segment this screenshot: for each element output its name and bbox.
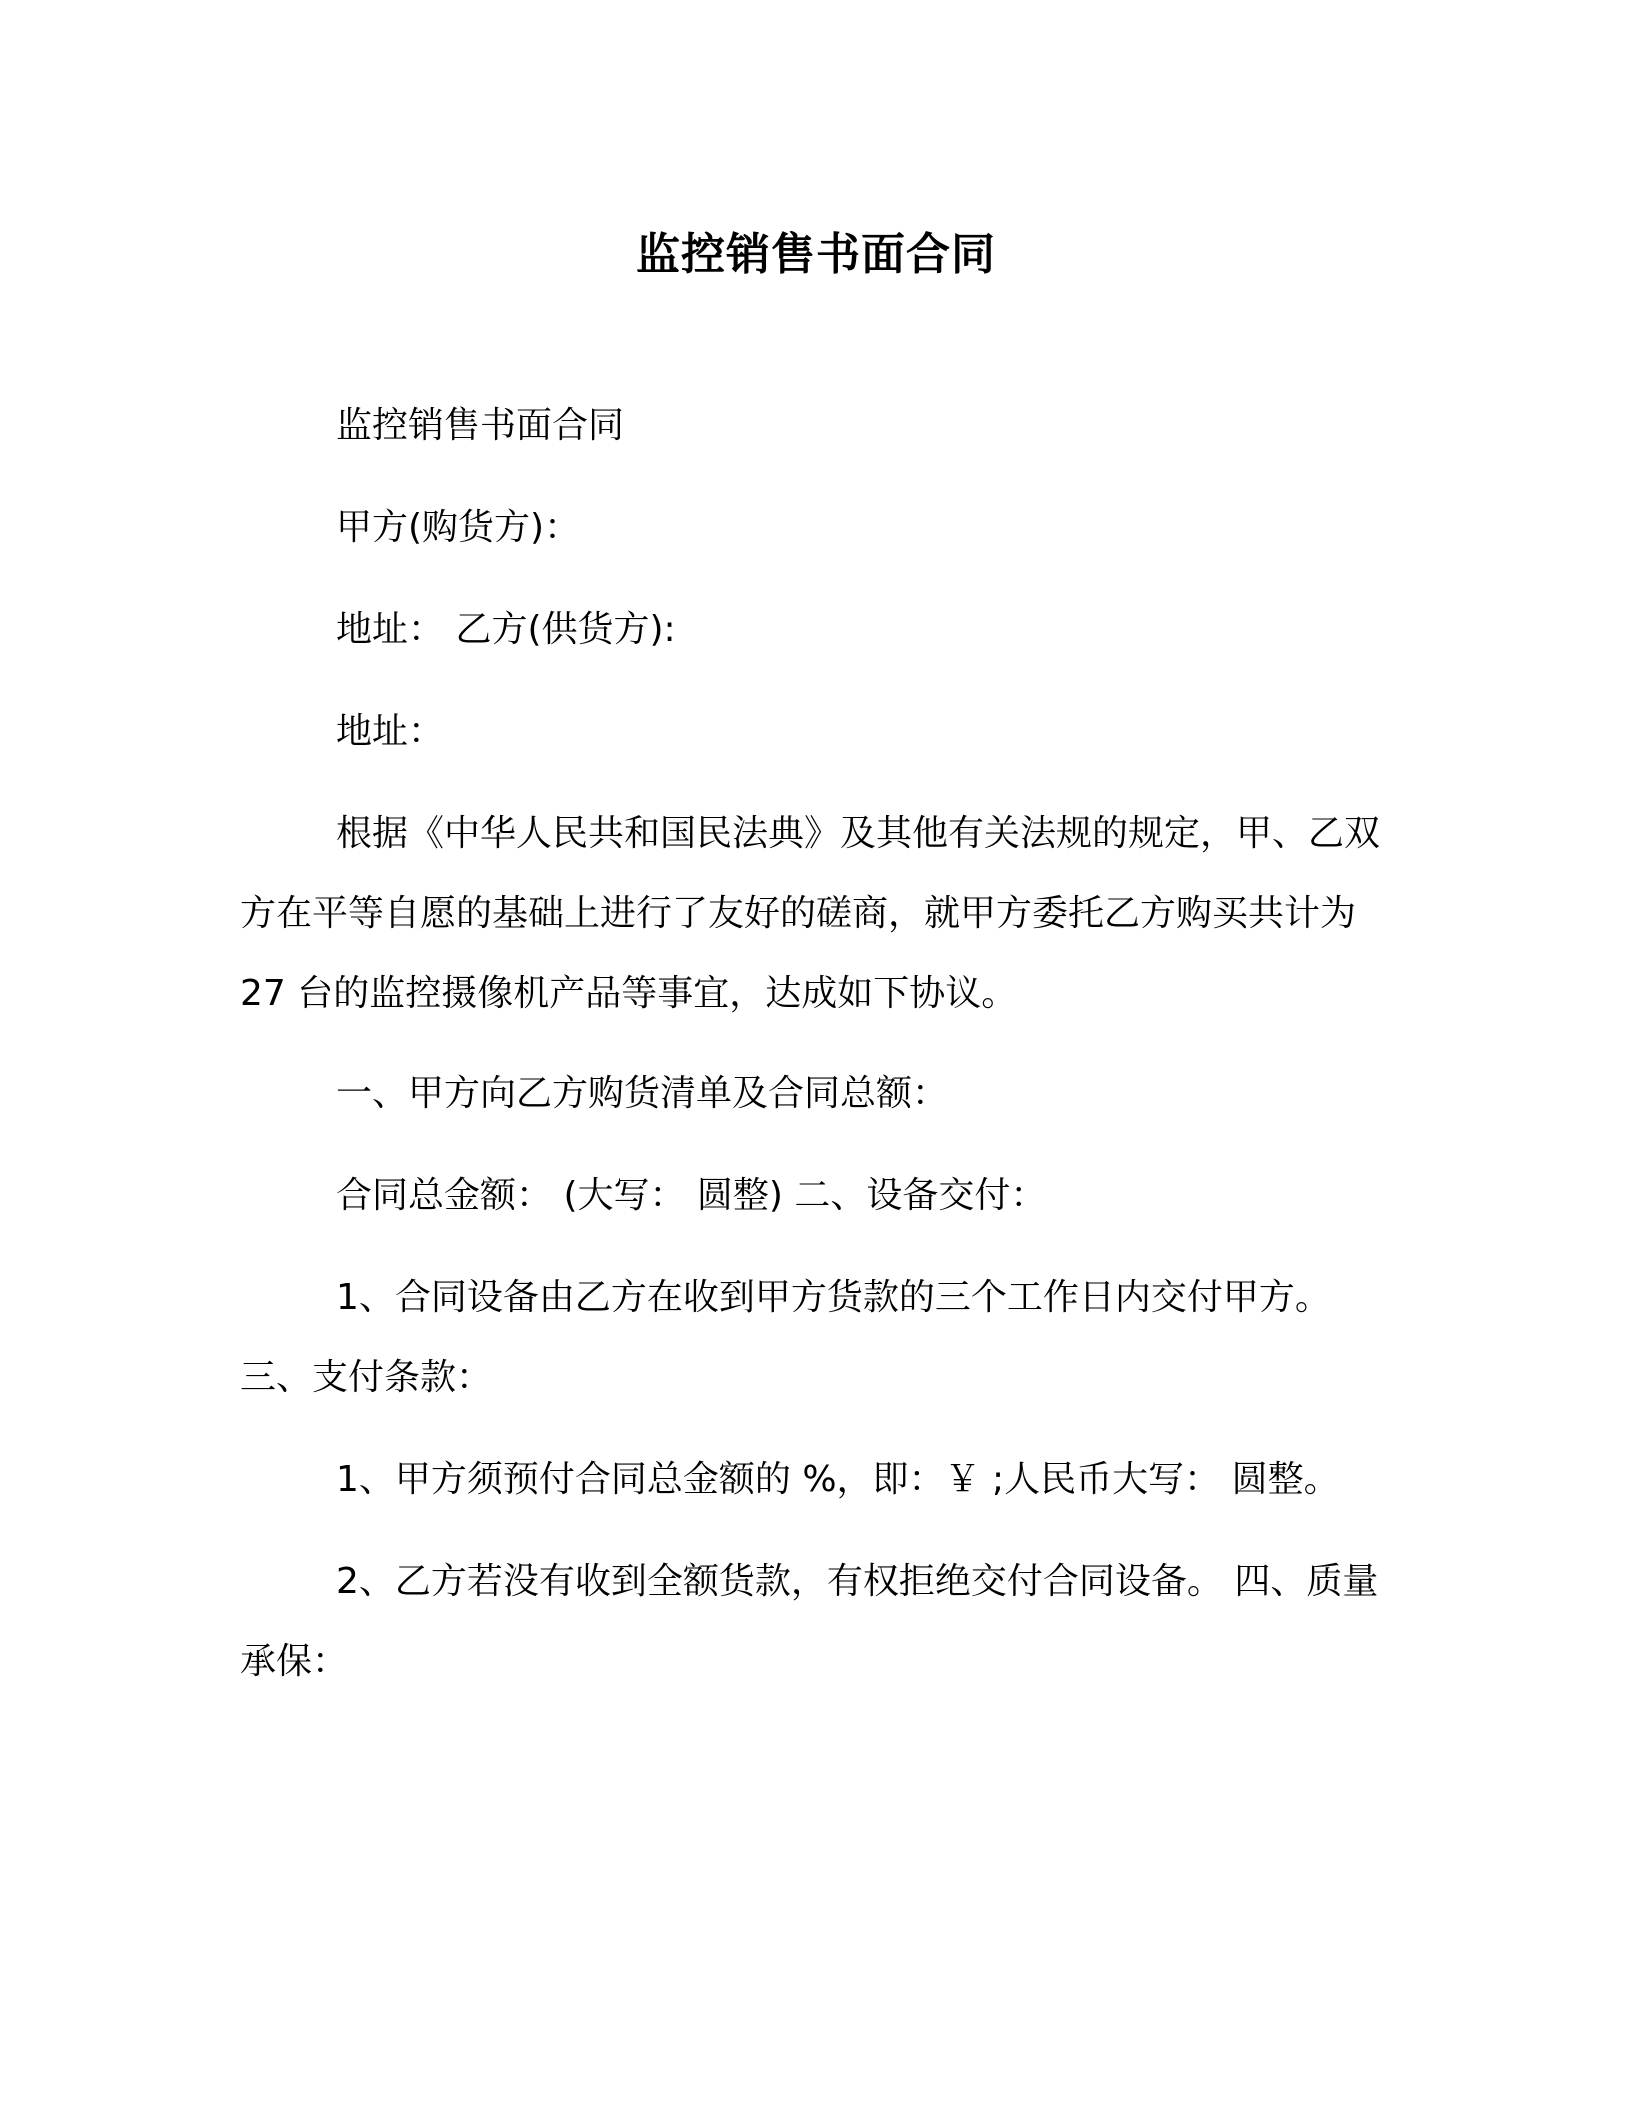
paragraph-party-a: 甲方(购货方)： (336, 507, 581, 548)
document-title: 监控销售书面合同 (636, 229, 996, 280)
paragraph-payment-refusal: 2、乙方若没有收到全额货款，有权拒绝交付合同设备。 四、质量承保： (240, 1561, 1379, 1682)
paragraph-total-amount: 合同总金额： (大写： 圆整) 二、设备交付： (336, 1175, 1047, 1216)
paragraph-heading: 监控销售书面合同 (336, 405, 625, 446)
paragraph-preamble: 根据《中华人民共和国民法典》及其他有关法规的规定，甲、乙双方在平等自愿的基础上进行了友好的磋商，就甲方委托乙方购买共计为 27 台的监控摄像机产品等事宜，达成如下协议。 (240, 813, 1381, 1014)
paragraph-address: 地址： (336, 711, 445, 752)
paragraph-prepayment: 1、甲方须预付合同总金额的 %，即：￥ ;人民币大写： 圆整。 (336, 1459, 1340, 1500)
paragraph-delivery: 1、合同设备由乙方在收到甲方货款的三个工作日内交付甲方。三、支付条款： (240, 1277, 1331, 1398)
paragraph-address-party-b: 地址： 乙方(供货方): (336, 609, 676, 650)
paragraph-section-one: 一、甲方向乙方购货清单及合同总额： (336, 1073, 949, 1114)
